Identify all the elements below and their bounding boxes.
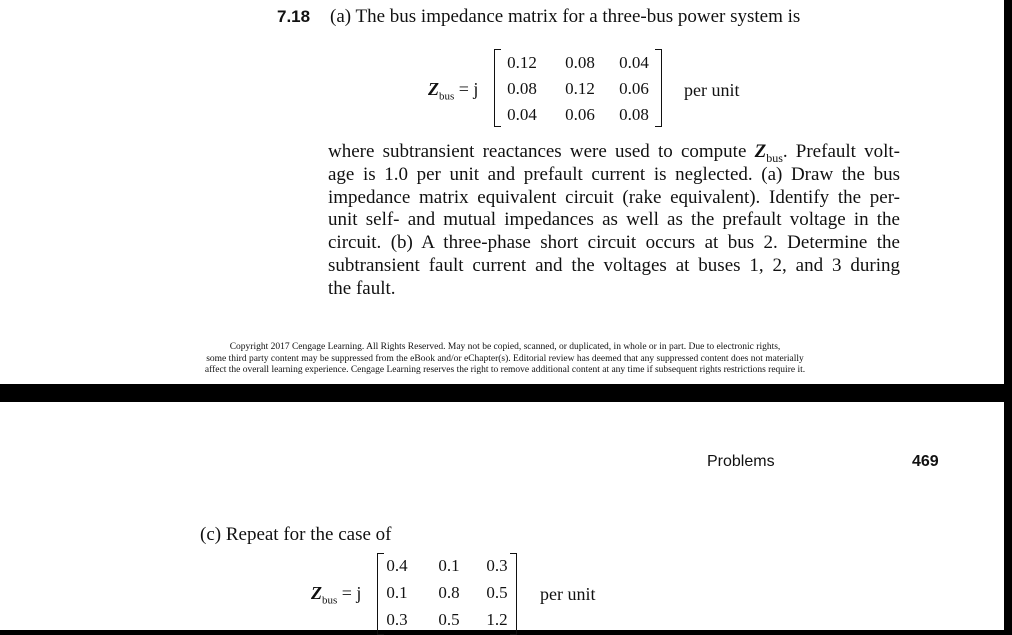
matrix-cell: 0.06: [619, 79, 649, 98]
matrix-cell: 0.04: [619, 53, 649, 72]
copyright-notice: [140, 342, 870, 377]
matrix-cell: 0.3: [386, 610, 408, 629]
equals-j: = j: [341, 583, 362, 603]
z-symbol: Z: [311, 583, 322, 603]
zbus-label-c: [311, 583, 361, 607]
paragraph-line: the fault.: [328, 277, 396, 299]
impedance-matrix-a: [494, 49, 662, 127]
matrix-cell: 0.4: [386, 556, 408, 575]
equals-j: = j: [458, 79, 479, 99]
copyright-line: Copyright 2017 Cengage Learning. All Rights Reserved. May not be copied, scanned, or duplicated, in whole or in part. Due to electronic rights,: [229, 342, 781, 352]
per-unit-label: per unit: [684, 80, 740, 100]
matrix-cell: 0.08: [565, 53, 595, 72]
paragraph-line: subtransient fault current and the voltages at buses 1, 2, and 3 during: [328, 254, 900, 276]
part-c-intro: (c) Repeat for the case of: [200, 524, 392, 545]
matrix-cell: 0.1: [386, 583, 408, 602]
problem-paragraph: [328, 141, 900, 301]
part-a-intro: (a) The bus impedance matrix for a three-bus power system is: [330, 6, 801, 27]
per-unit-label-c: per unit: [540, 584, 596, 604]
matrix-cell: 0.8: [438, 583, 460, 602]
page-number: 469: [912, 453, 939, 470]
matrix-cell: 0.3: [486, 556, 508, 575]
paragraph-line: circuit. (b) A three-phase short circuit occurs at bus 2. Determine the: [328, 232, 900, 254]
matrix-cell: 0.1: [438, 556, 460, 575]
matrix-cell: 0.08: [507, 79, 537, 98]
zbus-label: [428, 79, 478, 103]
copyright-line: affect the overall learning experience. Cengage Learning reserves the right to remove additional content at any time if subsequent rights restrictions require it.: [204, 365, 806, 376]
matrix-cell: 0.06: [565, 105, 595, 124]
copyright-line: some third party content may be suppressed from the eBook and/or eChapter(s). Editorial review has deemed that any suppressed content does not materially: [206, 353, 804, 364]
z-subscript: bus: [322, 594, 338, 607]
paragraph-line: where subtransient reactances were used to compute $Z_{bus}$. Prefault volt-: [328, 141, 901, 165]
paragraph-line: unit self- and mutual impedances as well as the prefault voltage in the: [328, 209, 900, 231]
paragraph-line: age is 1.0 per unit and prefault current is neglected. (a) Draw the bus: [328, 163, 900, 185]
z-subscript: bus: [439, 90, 455, 103]
right-bracket: [655, 49, 662, 127]
matrix-cell: 0.04: [507, 105, 537, 124]
matrix-cell: 0.5: [486, 583, 508, 602]
matrix-cell: 0.12: [507, 53, 537, 72]
paragraph-line: impedance matrix equivalent circuit (rake equivalent). Identify the per-: [328, 186, 900, 208]
matrix-cell: 0.08: [619, 105, 649, 124]
running-header-section: Problems: [707, 453, 775, 470]
matrix-cell: 0.12: [565, 79, 595, 98]
impedance-matrix-c: [377, 553, 517, 635]
matrix-cell: 1.2: [486, 610, 508, 629]
problem-number: 7.18: [277, 7, 311, 26]
matrix-cell: 0.5: [438, 610, 460, 629]
z-symbol: Z: [428, 79, 439, 99]
